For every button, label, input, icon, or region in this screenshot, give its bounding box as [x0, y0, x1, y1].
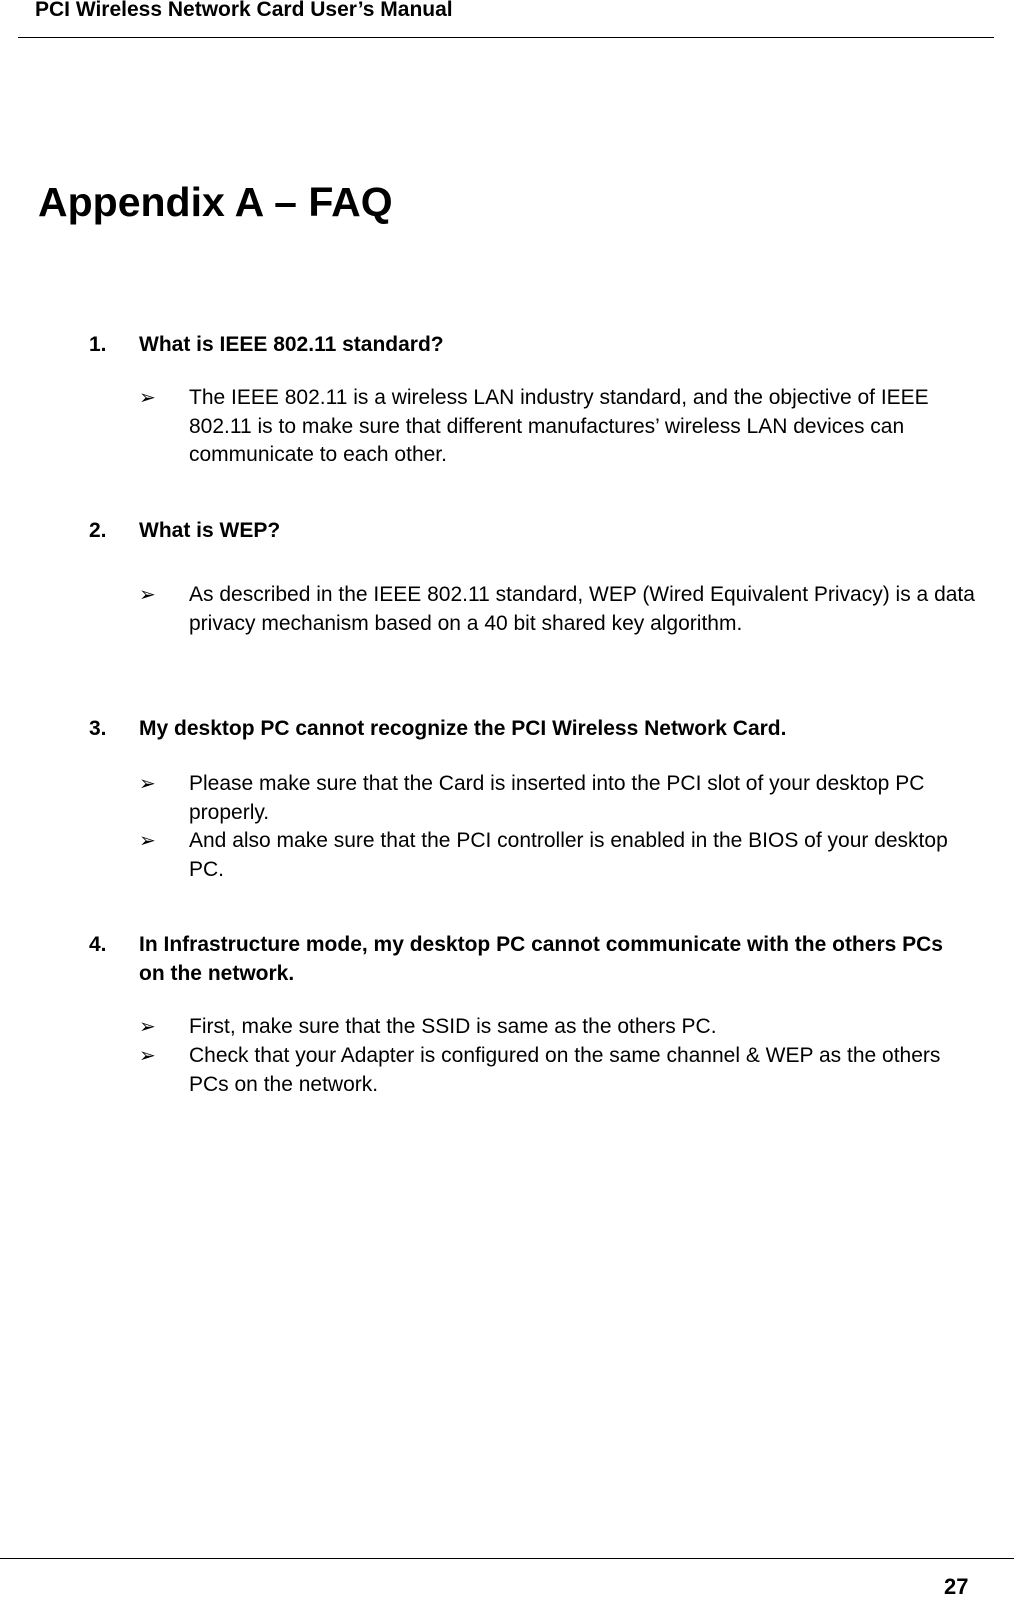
bullet-arrow-icon: ➢ [139, 1016, 156, 1038]
question-text: In Infrastructure mode, my desktop PC cannot communicate with the others PCs on the network. [139, 933, 943, 985]
answer-text: First, make sure that the SSID is same as the others PC. [189, 1015, 717, 1038]
answer-text: Check that your Adapter is configured on the same channel & WEP as the others PCs on the network. [189, 1044, 941, 1096]
question-text: My desktop PC cannot recognize the PCI Wireless Network Card. [139, 717, 787, 740]
answer-text: Please make sure that the Card is inserted into the PCI slot of your desktop PC properly. [189, 772, 925, 824]
bullet-arrow-icon: ➢ [139, 387, 156, 409]
page-number: 27 [944, 1574, 969, 1599]
question-number: 3. [89, 717, 107, 740]
question-number: 1. [89, 333, 107, 356]
answer-text: And also make sure that the PCI controller is enabled in the BIOS of your desktop PC. [189, 829, 948, 881]
appendix-title: Appendix A – FAQ [38, 179, 393, 225]
question-number: 2. [89, 519, 107, 542]
question-number: 4. [89, 933, 107, 956]
question-text: What is WEP? [139, 519, 281, 542]
answer-text: As described in the IEEE 802.11 standard, WEP (Wired Equivalent Privacy) is a data privacy mechanism based on a 40 bit shared key algorithm. [189, 583, 975, 635]
question-text: What is IEEE 802.11 standard? [139, 333, 444, 356]
footer-divider [0, 1558, 1014, 1559]
header-divider [18, 37, 994, 38]
answer-text: The IEEE 802.11 is a wireless LAN industry standard, and the objective of IEEE 802.11 is to make sure that different manufactures’ wireless LAN devices can communicate to each other. [189, 386, 929, 466]
bullet-arrow-icon: ➢ [139, 830, 156, 852]
bullet-arrow-icon: ➢ [139, 773, 156, 795]
running-header-title: PCI Wireless Network Card User’s Manual [35, 0, 453, 21]
bullet-arrow-icon: ➢ [139, 584, 156, 606]
bullet-arrow-icon: ➢ [139, 1045, 156, 1067]
